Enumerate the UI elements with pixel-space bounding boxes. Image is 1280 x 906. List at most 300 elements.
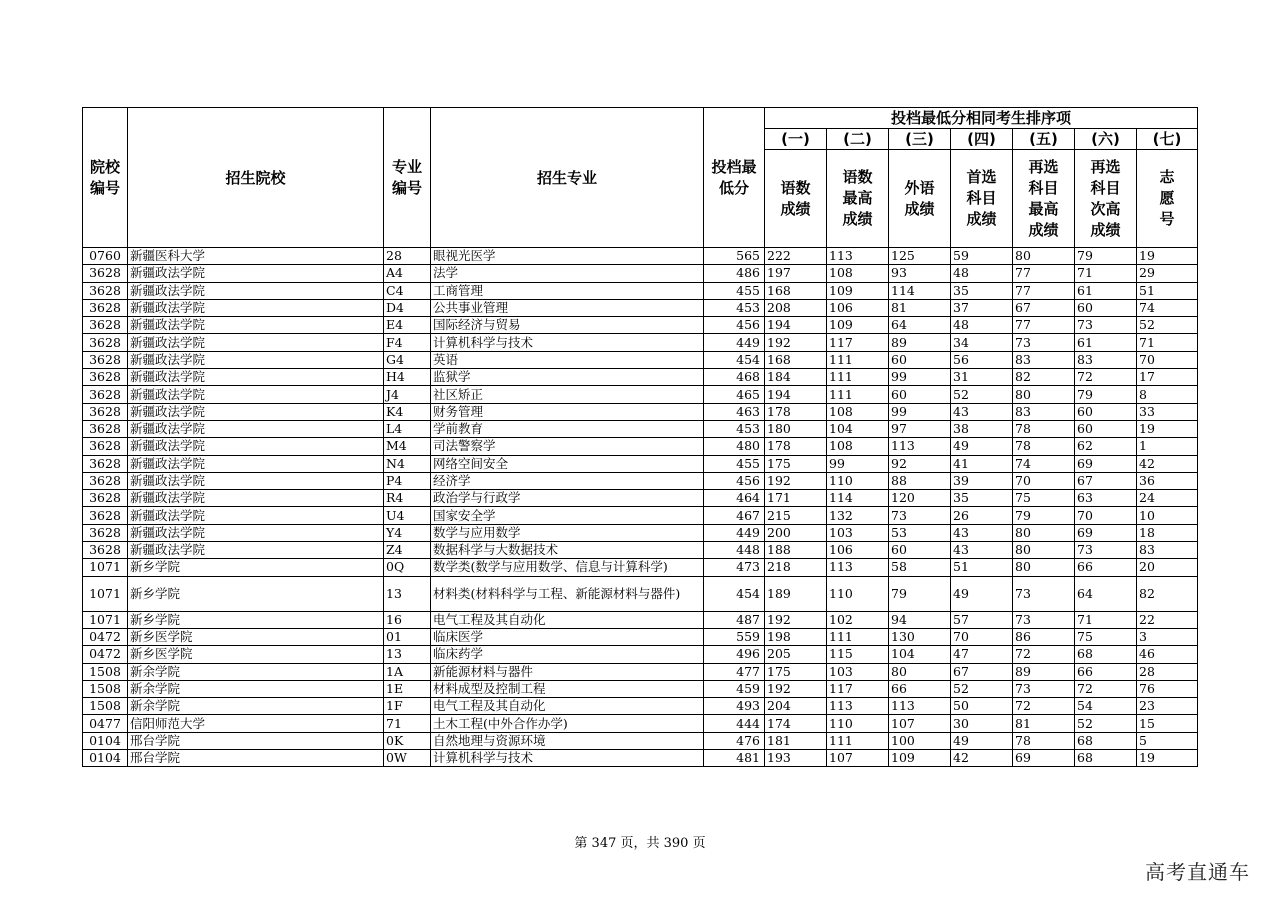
header-school-name: 招生院校 xyxy=(128,108,384,248)
cell-score-2: 103 xyxy=(827,663,889,680)
table-row xyxy=(83,576,1198,611)
cell-score-4: 30 xyxy=(951,715,1013,732)
cell-score-2: 107 xyxy=(827,750,889,767)
cell-score-5: 73 xyxy=(1013,611,1075,628)
cell-major-code: C4 xyxy=(384,282,431,299)
cell-school-name: 邢台学院 xyxy=(128,732,384,749)
table-row xyxy=(83,663,1198,680)
cell-score-6: 72 xyxy=(1075,680,1137,697)
cell-major-name: 电气工程及其自动化 xyxy=(431,698,704,715)
cell-score-4: 67 xyxy=(951,663,1013,680)
cell-school-code: 3628 xyxy=(83,386,128,403)
cell-min-score: 480 xyxy=(704,438,765,455)
header-sub-label: 语数最高成绩 xyxy=(827,150,889,248)
cell-major-code: 0W xyxy=(384,750,431,767)
cell-score-6: 72 xyxy=(1075,369,1137,386)
cell-score-5: 80 xyxy=(1013,524,1075,541)
cell-major-name: 临床医学 xyxy=(431,628,704,645)
cell-score-5: 89 xyxy=(1013,663,1075,680)
cell-score-2: 108 xyxy=(827,265,889,282)
cell-score-2: 117 xyxy=(827,334,889,351)
cell-major-code: 01 xyxy=(384,628,431,645)
cell-major-name: 材料成型及控制工程 xyxy=(431,680,704,697)
cell-score-4: 35 xyxy=(951,490,1013,507)
cell-score-1: 192 xyxy=(765,680,827,697)
cell-score-3: 60 xyxy=(889,351,951,368)
cell-score-3: 120 xyxy=(889,490,951,507)
cell-score-7: 10 xyxy=(1137,507,1198,524)
cell-score-3: 60 xyxy=(889,386,951,403)
table-row xyxy=(83,334,1198,351)
table-row xyxy=(83,698,1198,715)
cell-score-2: 111 xyxy=(827,351,889,368)
cell-school-name: 邢台学院 xyxy=(128,750,384,767)
cell-score-6: 63 xyxy=(1075,490,1137,507)
cell-score-6: 60 xyxy=(1075,299,1137,316)
cell-major-code: N4 xyxy=(384,455,431,472)
cell-score-7: 18 xyxy=(1137,524,1198,541)
cell-score-5: 70 xyxy=(1013,472,1075,489)
cell-score-7: 71 xyxy=(1137,334,1198,351)
cell-score-1: 180 xyxy=(765,420,827,437)
cell-score-5: 78 xyxy=(1013,420,1075,437)
cell-score-3: 93 xyxy=(889,265,951,282)
cell-min-score: 453 xyxy=(704,420,765,437)
cell-score-4: 35 xyxy=(951,282,1013,299)
table-row xyxy=(83,715,1198,732)
cell-score-3: 130 xyxy=(889,628,951,645)
cell-min-score: 559 xyxy=(704,628,765,645)
table-row xyxy=(83,559,1198,576)
admission-score-table xyxy=(82,107,1198,767)
cell-score-6: 66 xyxy=(1075,663,1137,680)
cell-score-5: 78 xyxy=(1013,732,1075,749)
cell-major-code: J4 xyxy=(384,386,431,403)
cell-score-7: 74 xyxy=(1137,299,1198,316)
cell-major-code: 71 xyxy=(384,715,431,732)
cell-school-code: 1071 xyxy=(83,559,128,576)
cell-major-code: M4 xyxy=(384,438,431,455)
table-row xyxy=(83,646,1198,663)
cell-score-4: 51 xyxy=(951,559,1013,576)
header-major-code: 专业编号 xyxy=(384,108,431,248)
table-row xyxy=(83,611,1198,628)
cell-score-3: 92 xyxy=(889,455,951,472)
table-row xyxy=(83,628,1198,645)
cell-score-1: 197 xyxy=(765,265,827,282)
cell-major-code: 0Q xyxy=(384,559,431,576)
cell-min-score: 467 xyxy=(704,507,765,524)
cell-score-1: 178 xyxy=(765,403,827,420)
cell-score-5: 79 xyxy=(1013,507,1075,524)
table-row xyxy=(83,317,1198,334)
cell-major-code: 1E xyxy=(384,680,431,697)
cell-score-2: 114 xyxy=(827,490,889,507)
cell-school-code: 3628 xyxy=(83,420,128,437)
cell-score-4: 59 xyxy=(951,248,1013,265)
header-sub-number: (六) xyxy=(1075,129,1137,150)
cell-score-7: 19 xyxy=(1137,248,1198,265)
cell-score-2: 111 xyxy=(827,732,889,749)
cell-major-code: P4 xyxy=(384,472,431,489)
cell-major-code: D4 xyxy=(384,299,431,316)
cell-score-2: 110 xyxy=(827,715,889,732)
cell-school-name: 新疆政法学院 xyxy=(128,507,384,524)
cell-major-name: 公共事业管理 xyxy=(431,299,704,316)
header-sub-number: (四) xyxy=(951,129,1013,150)
cell-score-1: 192 xyxy=(765,472,827,489)
cell-score-4: 49 xyxy=(951,576,1013,611)
cell-min-score: 468 xyxy=(704,369,765,386)
cell-score-3: 125 xyxy=(889,248,951,265)
cell-major-code: A4 xyxy=(384,265,431,282)
cell-score-7: 24 xyxy=(1137,490,1198,507)
cell-score-6: 62 xyxy=(1075,438,1137,455)
cell-school-name: 信阳师范大学 xyxy=(128,715,384,732)
cell-score-5: 80 xyxy=(1013,386,1075,403)
cell-major-code: 1A xyxy=(384,663,431,680)
cell-school-code: 0477 xyxy=(83,715,128,732)
cell-score-6: 75 xyxy=(1075,628,1137,645)
header-sub-number: (一) xyxy=(765,129,827,150)
cell-score-1: 194 xyxy=(765,317,827,334)
table-body xyxy=(83,248,1198,767)
cell-score-1: 188 xyxy=(765,542,827,559)
cell-score-1: 192 xyxy=(765,611,827,628)
cell-min-score: 455 xyxy=(704,282,765,299)
cell-score-7: 19 xyxy=(1137,750,1198,767)
cell-major-name: 政治学与行政学 xyxy=(431,490,704,507)
cell-score-3: 73 xyxy=(889,507,951,524)
cell-major-code: 28 xyxy=(384,248,431,265)
cell-score-6: 54 xyxy=(1075,698,1137,715)
cell-major-code: K4 xyxy=(384,403,431,420)
cell-score-2: 109 xyxy=(827,282,889,299)
cell-major-code: L4 xyxy=(384,420,431,437)
header-sub-label: 志愿号 xyxy=(1137,150,1198,248)
cell-score-1: 222 xyxy=(765,248,827,265)
cell-score-5: 83 xyxy=(1013,351,1075,368)
cell-score-7: 20 xyxy=(1137,559,1198,576)
cell-score-3: 114 xyxy=(889,282,951,299)
cell-major-name: 数学与应用数学 xyxy=(431,524,704,541)
cell-score-1: 218 xyxy=(765,559,827,576)
header-sub-label: 外语成绩 xyxy=(889,150,951,248)
cell-school-name: 新疆政法学院 xyxy=(128,265,384,282)
cell-min-score: 449 xyxy=(704,334,765,351)
cell-score-2: 111 xyxy=(827,628,889,645)
cell-score-7: 29 xyxy=(1137,265,1198,282)
header-tie-break-title: 投档最低分相同考生排序项 xyxy=(765,108,1198,129)
cell-school-code: 3628 xyxy=(83,403,128,420)
cell-score-3: 64 xyxy=(889,317,951,334)
cell-min-score: 449 xyxy=(704,524,765,541)
cell-score-7: 3 xyxy=(1137,628,1198,645)
cell-school-name: 新疆政法学院 xyxy=(128,542,384,559)
header-sub-label: 语数成绩 xyxy=(765,150,827,248)
cell-score-4: 48 xyxy=(951,317,1013,334)
cell-score-1: 204 xyxy=(765,698,827,715)
cell-score-6: 60 xyxy=(1075,403,1137,420)
cell-score-6: 61 xyxy=(1075,334,1137,351)
cell-school-code: 0104 xyxy=(83,750,128,767)
cell-min-score: 476 xyxy=(704,732,765,749)
cell-min-score: 486 xyxy=(704,265,765,282)
table-header xyxy=(83,108,1198,248)
cell-score-6: 64 xyxy=(1075,576,1137,611)
cell-score-4: 38 xyxy=(951,420,1013,437)
cell-score-3: 53 xyxy=(889,524,951,541)
cell-major-code: 1F xyxy=(384,698,431,715)
cell-score-4: 37 xyxy=(951,299,1013,316)
cell-major-name: 经济学 xyxy=(431,472,704,489)
cell-score-3: 80 xyxy=(889,663,951,680)
cell-school-code: 3628 xyxy=(83,299,128,316)
cell-major-name: 材料类(材料科学与工程、新能源材料与器件) xyxy=(431,576,704,611)
cell-score-4: 70 xyxy=(951,628,1013,645)
cell-score-1: 168 xyxy=(765,351,827,368)
cell-school-code: 0472 xyxy=(83,646,128,663)
cell-major-name: 新能源材料与器件 xyxy=(431,663,704,680)
cell-major-name: 监狱学 xyxy=(431,369,704,386)
cell-score-1: 175 xyxy=(765,663,827,680)
cell-school-code: 3628 xyxy=(83,455,128,472)
cell-school-name: 新疆政法学院 xyxy=(128,351,384,368)
cell-score-4: 49 xyxy=(951,732,1013,749)
cell-score-7: 22 xyxy=(1137,611,1198,628)
cell-score-7: 36 xyxy=(1137,472,1198,489)
cell-school-name: 新疆政法学院 xyxy=(128,282,384,299)
cell-score-5: 82 xyxy=(1013,369,1075,386)
cell-score-1: 192 xyxy=(765,334,827,351)
cell-school-code: 1508 xyxy=(83,698,128,715)
cell-score-2: 110 xyxy=(827,576,889,611)
table-row xyxy=(83,524,1198,541)
cell-school-code: 1508 xyxy=(83,663,128,680)
cell-score-1: 200 xyxy=(765,524,827,541)
cell-score-7: 70 xyxy=(1137,351,1198,368)
cell-score-2: 106 xyxy=(827,542,889,559)
header-sub-number: (二) xyxy=(827,129,889,150)
cell-score-1: 193 xyxy=(765,750,827,767)
cell-major-name: 司法警察学 xyxy=(431,438,704,455)
cell-score-4: 34 xyxy=(951,334,1013,351)
cell-min-score: 465 xyxy=(704,386,765,403)
cell-score-5: 67 xyxy=(1013,299,1075,316)
header-sub-number: (五) xyxy=(1013,129,1075,150)
cell-min-score: 456 xyxy=(704,472,765,489)
cell-score-6: 69 xyxy=(1075,524,1137,541)
cell-score-3: 113 xyxy=(889,438,951,455)
cell-score-4: 43 xyxy=(951,403,1013,420)
cell-major-name: 网络空间安全 xyxy=(431,455,704,472)
cell-school-name: 新乡学院 xyxy=(128,559,384,576)
cell-major-name: 数学类(数学与应用数学、信息与计算科学) xyxy=(431,559,704,576)
cell-major-name: 眼视光医学 xyxy=(431,248,704,265)
cell-school-name: 新疆政法学院 xyxy=(128,299,384,316)
cell-score-4: 56 xyxy=(951,351,1013,368)
cell-score-5: 78 xyxy=(1013,438,1075,455)
cell-score-2: 132 xyxy=(827,507,889,524)
cell-school-code: 3628 xyxy=(83,265,128,282)
cell-score-3: 94 xyxy=(889,611,951,628)
cell-min-score: 487 xyxy=(704,611,765,628)
cell-min-score: 453 xyxy=(704,299,765,316)
cell-school-code: 0104 xyxy=(83,732,128,749)
cell-score-3: 113 xyxy=(889,698,951,715)
cell-school-name: 新疆政法学院 xyxy=(128,317,384,334)
cell-score-4: 57 xyxy=(951,611,1013,628)
cell-major-name: 临床药学 xyxy=(431,646,704,663)
cell-score-2: 104 xyxy=(827,420,889,437)
cell-score-3: 79 xyxy=(889,576,951,611)
cell-score-3: 107 xyxy=(889,715,951,732)
cell-score-1: 208 xyxy=(765,299,827,316)
header-sub-label: 再选科目次高成绩 xyxy=(1075,150,1137,248)
cell-score-1: 174 xyxy=(765,715,827,732)
cell-major-code: E4 xyxy=(384,317,431,334)
cell-school-code: 3628 xyxy=(83,282,128,299)
cell-score-4: 26 xyxy=(951,507,1013,524)
header-school-code: 院校编号 xyxy=(83,108,128,248)
table-row xyxy=(83,299,1198,316)
cell-min-score: 454 xyxy=(704,351,765,368)
cell-score-7: 8 xyxy=(1137,386,1198,403)
table-row xyxy=(83,680,1198,697)
cell-min-score: 455 xyxy=(704,455,765,472)
cell-school-code: 3628 xyxy=(83,472,128,489)
table-row xyxy=(83,265,1198,282)
cell-score-1: 184 xyxy=(765,369,827,386)
cell-major-code: Y4 xyxy=(384,524,431,541)
cell-school-name: 新疆政法学院 xyxy=(128,369,384,386)
cell-major-code: F4 xyxy=(384,334,431,351)
cell-score-3: 89 xyxy=(889,334,951,351)
cell-score-7: 19 xyxy=(1137,420,1198,437)
cell-score-1: 175 xyxy=(765,455,827,472)
cell-school-name: 新余学院 xyxy=(128,680,384,697)
cell-school-name: 新余学院 xyxy=(128,663,384,680)
table-row xyxy=(83,282,1198,299)
cell-school-name: 新疆政法学院 xyxy=(128,472,384,489)
cell-score-3: 97 xyxy=(889,420,951,437)
cell-score-3: 100 xyxy=(889,732,951,749)
cell-school-name: 新疆政法学院 xyxy=(128,420,384,437)
cell-min-score: 448 xyxy=(704,542,765,559)
cell-major-name: 电气工程及其自动化 xyxy=(431,611,704,628)
cell-score-2: 111 xyxy=(827,369,889,386)
cell-score-1: 178 xyxy=(765,438,827,455)
cell-score-4: 52 xyxy=(951,386,1013,403)
cell-major-name: 法学 xyxy=(431,265,704,282)
table-row xyxy=(83,750,1198,767)
cell-score-4: 50 xyxy=(951,698,1013,715)
cell-school-code: 3628 xyxy=(83,542,128,559)
cell-score-5: 80 xyxy=(1013,559,1075,576)
cell-score-5: 75 xyxy=(1013,490,1075,507)
cell-score-6: 71 xyxy=(1075,611,1137,628)
cell-major-code: H4 xyxy=(384,369,431,386)
cell-score-4: 49 xyxy=(951,438,1013,455)
header-min-score: 投档最低分 xyxy=(704,108,765,248)
header-major-name: 招生专业 xyxy=(431,108,704,248)
cell-score-6: 73 xyxy=(1075,542,1137,559)
cell-score-4: 48 xyxy=(951,265,1013,282)
cell-score-4: 43 xyxy=(951,524,1013,541)
cell-major-name: 社区矫正 xyxy=(431,386,704,403)
cell-score-5: 77 xyxy=(1013,265,1075,282)
header-sub-label: 首选科目成绩 xyxy=(951,150,1013,248)
cell-score-6: 68 xyxy=(1075,732,1137,749)
cell-score-7: 23 xyxy=(1137,698,1198,715)
page-footer: 第 347 页，共 390 页 xyxy=(574,836,706,851)
cell-score-4: 47 xyxy=(951,646,1013,663)
table-row xyxy=(83,507,1198,524)
cell-school-code: 3628 xyxy=(83,369,128,386)
cell-score-6: 79 xyxy=(1075,248,1137,265)
cell-score-7: 76 xyxy=(1137,680,1198,697)
cell-major-code: U4 xyxy=(384,507,431,524)
cell-school-code: 1508 xyxy=(83,680,128,697)
cell-score-1: 194 xyxy=(765,386,827,403)
cell-score-2: 111 xyxy=(827,386,889,403)
cell-school-code: 3628 xyxy=(83,524,128,541)
cell-score-5: 69 xyxy=(1013,750,1075,767)
table-row xyxy=(83,248,1198,265)
cell-score-7: 15 xyxy=(1137,715,1198,732)
cell-score-7: 52 xyxy=(1137,317,1198,334)
cell-score-5: 80 xyxy=(1013,248,1075,265)
cell-score-4: 52 xyxy=(951,680,1013,697)
cell-min-score: 456 xyxy=(704,317,765,334)
table-row xyxy=(83,369,1198,386)
table-row xyxy=(83,732,1198,749)
cell-score-5: 72 xyxy=(1013,646,1075,663)
cell-score-7: 83 xyxy=(1137,542,1198,559)
cell-school-name: 新疆政法学院 xyxy=(128,455,384,472)
cell-major-name: 学前教育 xyxy=(431,420,704,437)
cell-score-1: 189 xyxy=(765,576,827,611)
cell-major-name: 数据科学与大数据技术 xyxy=(431,542,704,559)
cell-min-score: 444 xyxy=(704,715,765,732)
cell-score-5: 86 xyxy=(1013,628,1075,645)
cell-score-3: 99 xyxy=(889,369,951,386)
cell-score-7: 51 xyxy=(1137,282,1198,299)
cell-score-1: 168 xyxy=(765,282,827,299)
cell-school-name: 新疆政法学院 xyxy=(128,438,384,455)
cell-school-name: 新疆政法学院 xyxy=(128,386,384,403)
cell-school-code: 3628 xyxy=(83,490,128,507)
cell-score-6: 61 xyxy=(1075,282,1137,299)
cell-major-name: 计算机科学与技术 xyxy=(431,334,704,351)
cell-score-6: 73 xyxy=(1075,317,1137,334)
cell-school-code: 3628 xyxy=(83,317,128,334)
cell-major-code: R4 xyxy=(384,490,431,507)
cell-school-name: 新疆政法学院 xyxy=(128,490,384,507)
cell-score-6: 52 xyxy=(1075,715,1137,732)
cell-score-3: 66 xyxy=(889,680,951,697)
cell-major-name: 工商管理 xyxy=(431,282,704,299)
cell-school-name: 新乡学院 xyxy=(128,576,384,611)
cell-score-6: 69 xyxy=(1075,455,1137,472)
cell-school-name: 新余学院 xyxy=(128,698,384,715)
cell-score-2: 109 xyxy=(827,317,889,334)
cell-score-6: 70 xyxy=(1075,507,1137,524)
cell-score-7: 28 xyxy=(1137,663,1198,680)
cell-major-code: 0K xyxy=(384,732,431,749)
cell-school-code: 1071 xyxy=(83,611,128,628)
cell-school-code: 0472 xyxy=(83,628,128,645)
